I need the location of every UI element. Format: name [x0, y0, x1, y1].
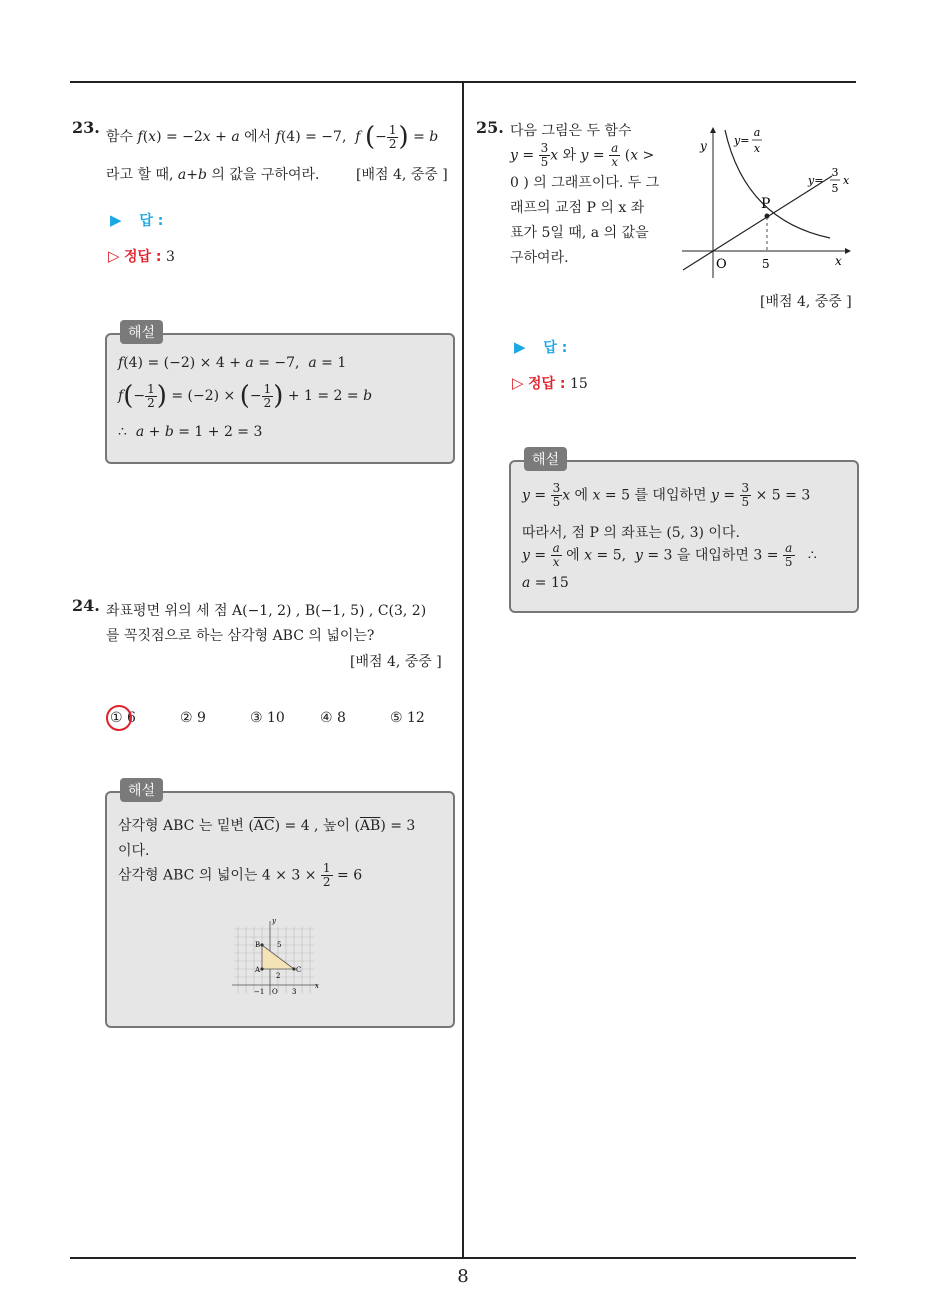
svg-text:x: x [843, 174, 850, 187]
q25-solution-tag: 해설 [524, 447, 567, 471]
point-a-label: A [255, 966, 261, 974]
q25-tick-5-label: 5 [762, 257, 770, 271]
q25-function-graph [680, 120, 860, 280]
page-number: 8 [457, 1266, 469, 1287]
q25-correct-label: 정답 : [528, 376, 566, 392]
point-p-label: P [761, 196, 771, 212]
q24-triangle-graph [230, 915, 322, 997]
q23-sol-line3: ∴ a + b = 1 + 2 = 3 [118, 424, 263, 440]
q25-stem-line5: 표가 5일 때, a 의 값을 [510, 225, 649, 241]
tick-3-label: 3 [292, 988, 297, 996]
q25-number: 25. [476, 118, 504, 137]
graph-x-label: x [315, 982, 319, 990]
choice-5[interactable]: ⑤ 12 [390, 710, 425, 726]
graph-y-label: y [272, 917, 276, 925]
q25-sol-line1: y = $\frac{3}{5}$ x 에 x = 5 를 대입하면 y = $\frac{3}{5}$ × 5 = 3 [522, 481, 811, 509]
point-c-label: C [296, 966, 302, 974]
play-arrow-icon: ▶ [514, 338, 526, 356]
q23-correct-value: 3 [165, 249, 175, 265]
q23-answer-label: 답 : [139, 213, 164, 229]
bottom-rule [70, 1257, 856, 1259]
q24-stem-line2: 를 꼭짓점으로 하는 삼각형 ABC 의 넓이는? [106, 628, 375, 644]
q25-y-axis-label: y [700, 139, 707, 153]
choice-1[interactable]: ① 6 [110, 710, 136, 726]
q25-score: [배점 4, 중중 ] [760, 294, 852, 310]
svg-text:5: 5 [831, 182, 839, 195]
column-divider [462, 82, 464, 1258]
selected-answer-mark-icon [106, 705, 132, 731]
play-arrow-icon: ▶ [110, 211, 122, 229]
q25-correct-value: 15 [569, 376, 588, 392]
q23-stem-line2: 라고 할 때, a+b 의 값을 구하여라. [106, 167, 320, 183]
q25-stem-line3: 0 ) 의 그래프이다. 두 그 [510, 175, 660, 191]
q25-x-axis-label: x [835, 254, 842, 268]
q23-number: 23. [72, 118, 100, 137]
svg-text:a: a [753, 126, 761, 139]
q25-stem-line1: 다음 그림은 두 함수 [510, 123, 632, 139]
point-b-label: B [255, 941, 261, 949]
q23-correct-label: 정답 : [124, 249, 162, 265]
q23-stem-line1: 함수 f(x) = −2x + a 에서 f(4) = −7, f (− $\frac{1}{2}$ ) = b [106, 122, 439, 152]
tick-5-label: 5 [277, 941, 282, 949]
q25-sol-line4: a = 15 [522, 575, 569, 591]
choice-3[interactable]: ③ 10 [250, 710, 285, 726]
choice-2[interactable]: ② 9 [180, 710, 206, 726]
tick-neg1-label: −1 [254, 988, 265, 996]
q25-stem-line4: 래프의 교점 P 의 x 좌 [510, 200, 645, 216]
line-label: y= [808, 174, 824, 187]
hollow-arrow-icon: ▷ [512, 374, 524, 392]
q25-sol-line3: y = $\frac{a}{x}$ 에 x = 5, y = 3 을 대입하면 3 = $\frac{a}{5}$ ∴ [522, 541, 817, 569]
q25-stem-line6: 구하여라. [510, 250, 569, 266]
q23-sol-line2: f(− $\frac{1}{2}$ ) = (−2) × (− $\frac{1}{2}$ ) + 1 = 2 = b [118, 381, 373, 411]
curve-label: y= [734, 134, 750, 147]
q24-number: 24. [72, 596, 100, 615]
q23-correct-row [108, 246, 175, 266]
tick-2-label: 2 [276, 972, 281, 980]
q23-answer-row[interactable] [110, 210, 163, 230]
q23-solution-tag: 해설 [120, 320, 163, 344]
q25-correct-row [512, 373, 588, 393]
origin-label: O [272, 988, 278, 996]
q24-sol-line3: 삼각형 ABC 의 넓이는 4 × 3 × $\frac{1}{2}$ = 6 [118, 861, 363, 889]
q24-sol-line1: 삼각형 ABC 는 밑변 $(\overline{AC}) = 4$ , 높이 $(\overline{AB}) = 3$ [118, 818, 416, 834]
q24-sol-line2: 이다. [118, 843, 150, 859]
q25-answer-row[interactable] [514, 337, 567, 357]
svg-text:3: 3 [831, 166, 839, 179]
q25-sol-line2: 따라서, 점 P 의 좌표는 (5, 3) 이다. [522, 525, 740, 541]
q25-stem-line2: y = $\frac{3}{5}$ x 와 y = $\frac{a}{x}$ (x > [510, 141, 655, 169]
choice-4[interactable]: ④ 8 [320, 710, 346, 726]
q23-score: [배점 4, 중중 ] [356, 167, 448, 183]
q24-score: [배점 4, 중중 ] [350, 654, 442, 670]
q24-stem-line1: 좌표평면 위의 세 점 A(−1, 2) , B(−1, 5) , C(3, 2) [106, 603, 427, 619]
hollow-arrow-icon: ▷ [108, 247, 120, 265]
q25-origin-label: O [716, 257, 727, 272]
q23-sol-line1: f(4) = (−2) × 4 + a = −7, a = 1 [118, 355, 347, 371]
q24-solution-tag: 해설 [120, 778, 163, 802]
svg-text:x: x [753, 142, 761, 155]
q25-answer-label: 답 : [543, 340, 568, 356]
